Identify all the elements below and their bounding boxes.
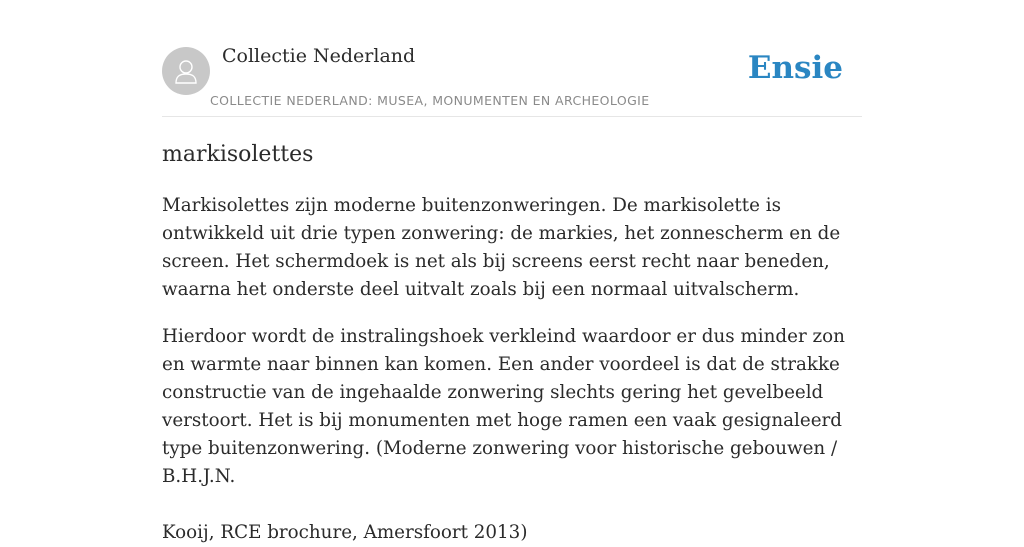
avatar[interactable] (162, 47, 210, 95)
article-paragraph-1: Markisolettes zijn moderne buitenzonweringen. De markisolette is ontwikkeld uit drie typen zonwering: de markies, het zonnescherm en de screen. Het schermdoek is net als bij screens eerst recht naar beneden, waarna het onderste deel uitvalt zoals bij een normaal uitvalscherm. (162, 195, 841, 300)
article (162, 116, 862, 547)
author-name[interactable]: Collectie Nederland (222, 45, 416, 67)
source-label[interactable]: COLLECTIE NEDERLAND: MUSEA, MONUMENTEN EN ARCHEOLOGIE (210, 93, 650, 108)
article-paragraph-2: Hierdoor wordt de instralingshoek verkleind waardoor er dus minder zon en warmte naar binnen kan komen. Een ander voordeel is dat de strakke constructie van de ingehaalde zonwering slechts gering het gevelbeeld verstoort. Het is bij monumenten met hoge ramen een vaak gesignaleerd type buitenzonwering. (Moderne zonwering voor historische gebouwen / B.H.J.N. Kooij, RCE brochure, Amersfoort 2013) (162, 326, 845, 543)
header (162, 0, 862, 117)
article-title: markisolettes (162, 142, 314, 167)
user-icon (162, 47, 210, 95)
site-logo[interactable]: Ensie (747, 50, 843, 86)
